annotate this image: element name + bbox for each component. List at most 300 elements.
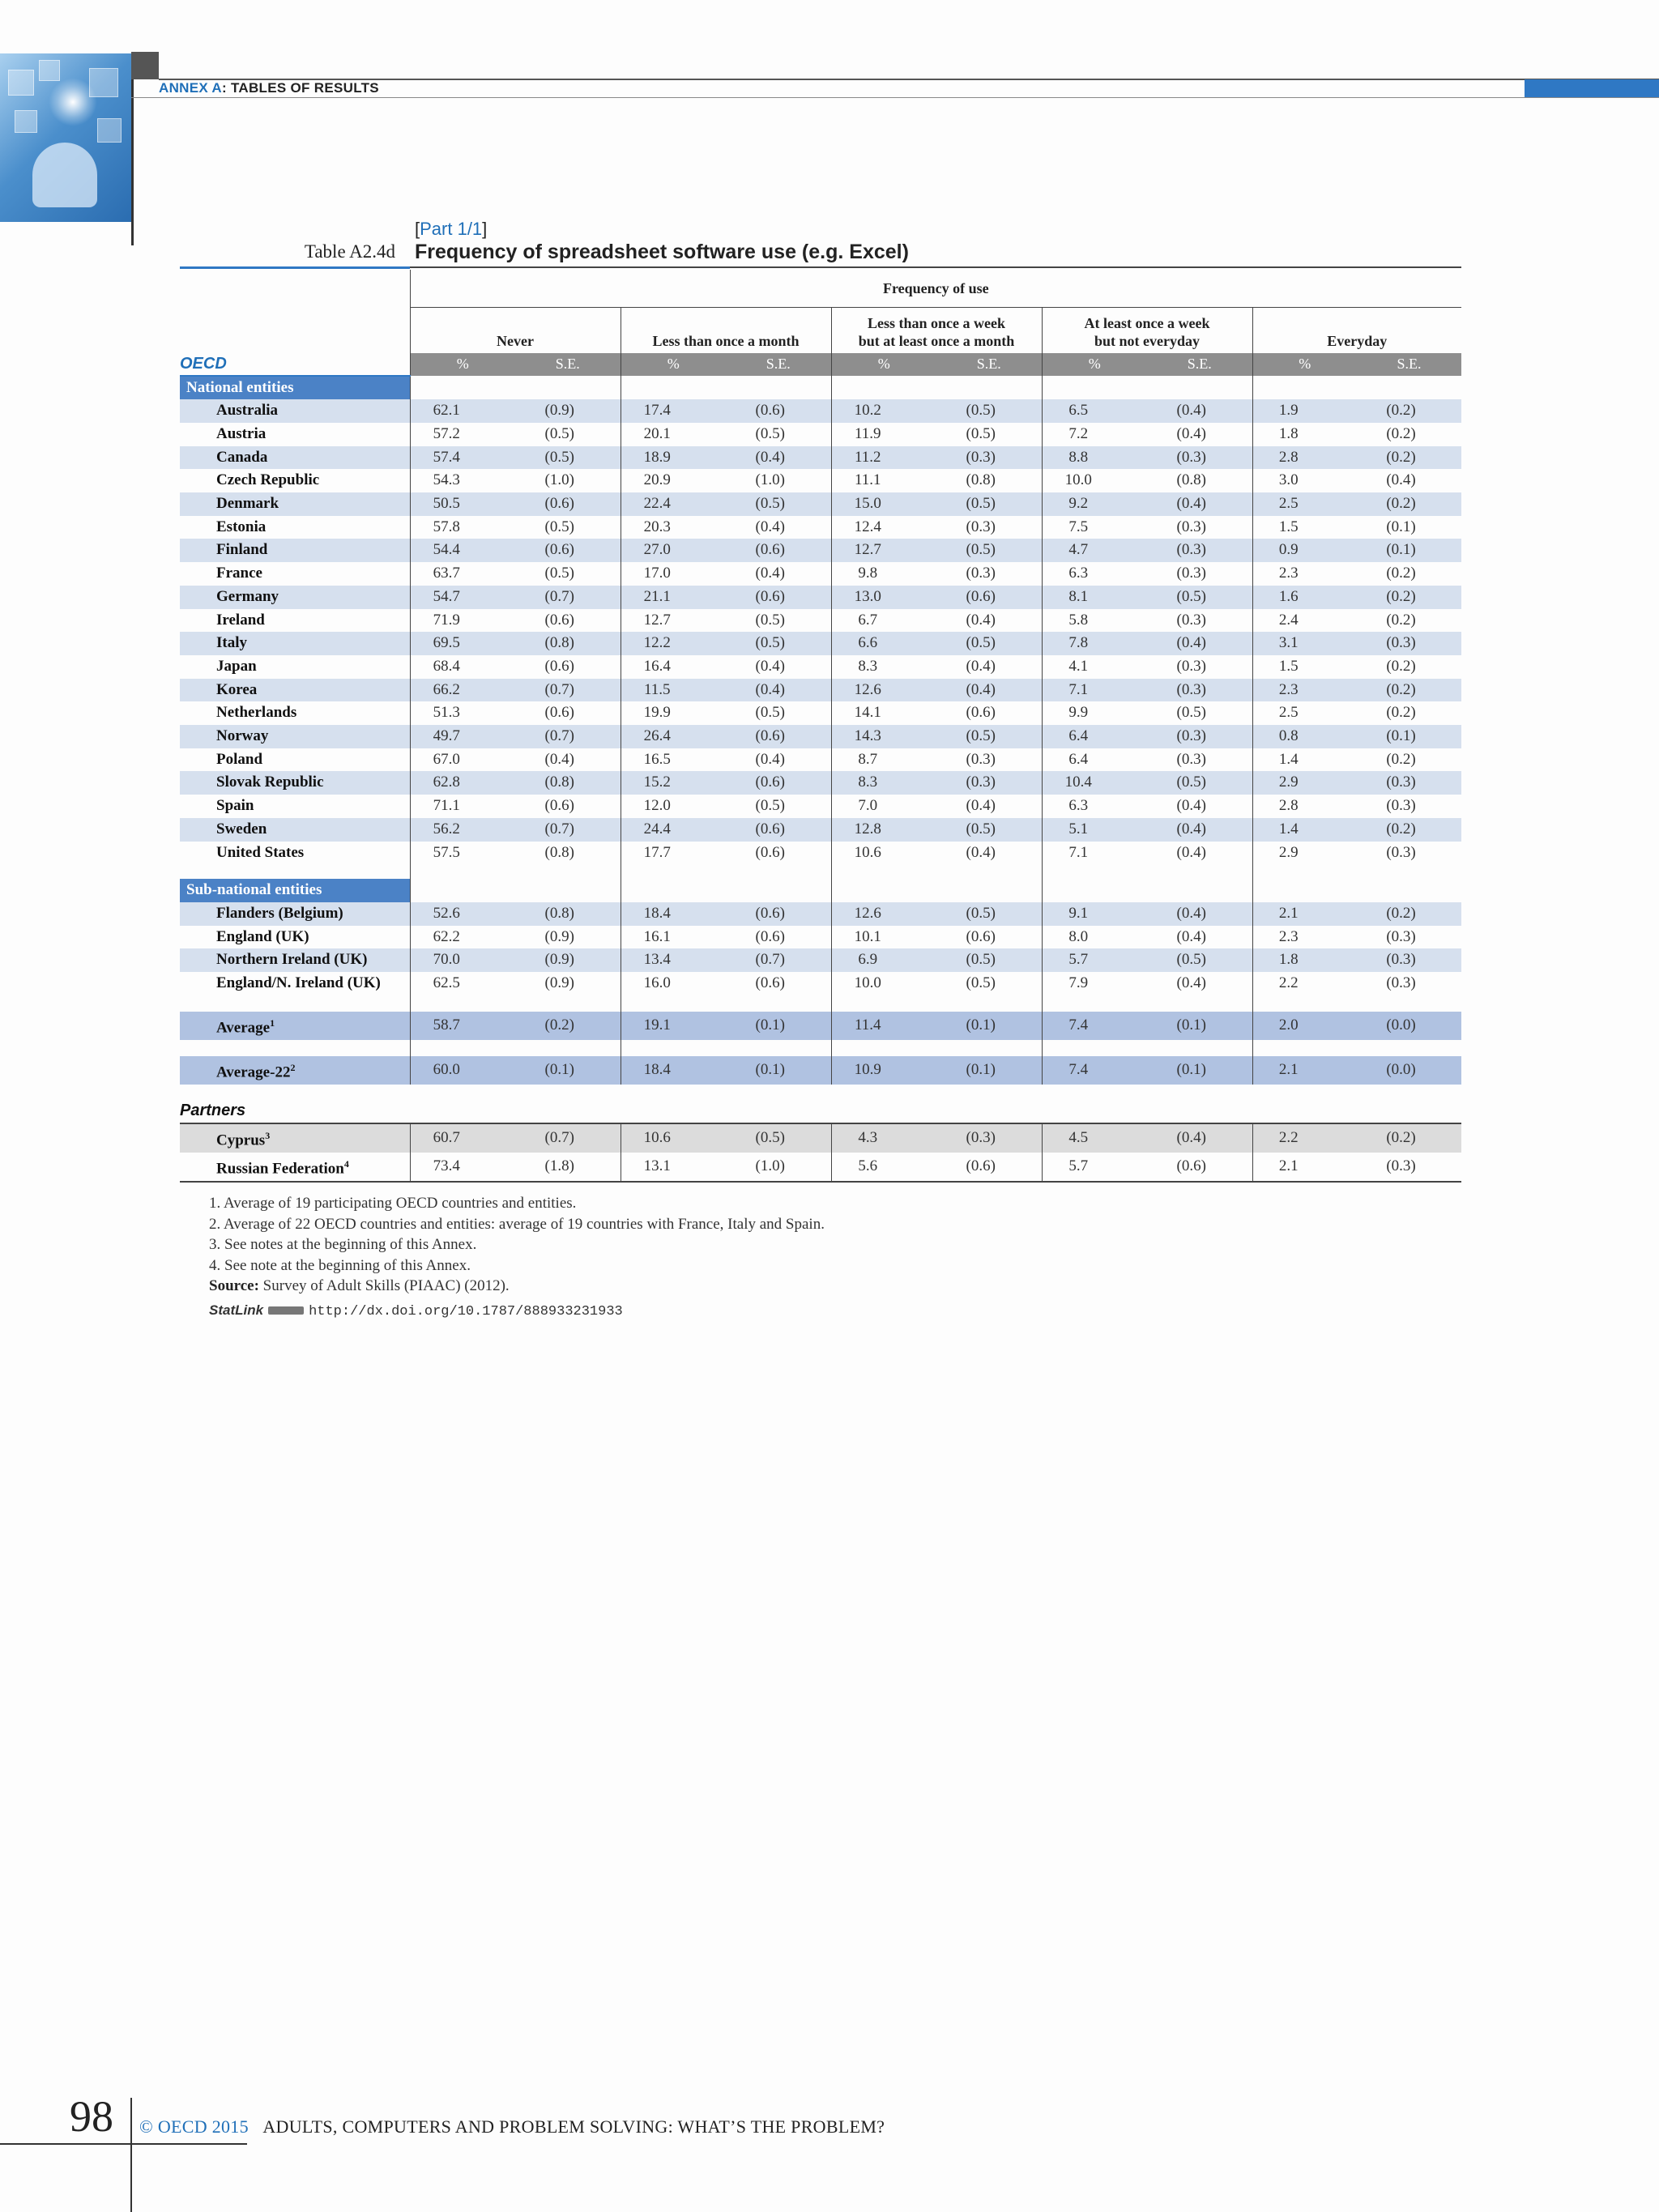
se-cell: (0.6) xyxy=(755,927,785,945)
row-label xyxy=(180,902,410,926)
pct-cell: 1.9 xyxy=(1252,399,1357,423)
se-cell: (0.4) xyxy=(755,657,785,675)
row-label xyxy=(180,655,410,679)
pct-cell: 0.9 xyxy=(1252,539,1357,562)
se-cell: (0.5) xyxy=(936,725,1042,748)
pct-cell: 4.5 xyxy=(1042,1123,1147,1153)
pct-cell: 6.7 xyxy=(831,609,936,633)
se-cell: (0.0) xyxy=(1357,1056,1461,1085)
pct-cell: 20.9 xyxy=(621,469,726,492)
pct-cell: 62.1 xyxy=(410,399,515,423)
pct-cell: 1.5 xyxy=(1252,655,1357,679)
se-cell: (0.4) xyxy=(1147,632,1252,655)
se-cell: (0.5) xyxy=(1147,586,1252,609)
pct-cell: 12.6 xyxy=(831,902,936,926)
national-entities-label: National entities xyxy=(180,376,410,400)
se-cell: (1.0) xyxy=(544,471,574,489)
pct-cell: 62.5 xyxy=(410,972,515,995)
pct-cell: 2.9 xyxy=(1252,842,1357,865)
pct-cell: 71.9 xyxy=(410,609,515,633)
pct-cell: 17.7 xyxy=(621,842,726,865)
se-cell: (0.4) xyxy=(1147,818,1252,842)
se-cell: (0.5) xyxy=(544,424,574,442)
col-header-never: Never xyxy=(410,308,621,353)
row-label xyxy=(180,562,410,586)
row-label xyxy=(180,446,410,470)
footer-vertical-rule xyxy=(130,2098,132,2212)
se-cell: (0.0) xyxy=(1357,1012,1461,1040)
se-cell: (0.1) xyxy=(726,1012,831,1040)
pct-cell: 1.4 xyxy=(1252,748,1357,772)
sub-se: S.E. xyxy=(936,353,1042,376)
se-cell: (0.6) xyxy=(726,539,831,562)
table-row xyxy=(180,725,1461,748)
pct-cell: 70.0 xyxy=(410,948,515,972)
se-cell: (0.6) xyxy=(726,818,831,842)
pct-cell: 6.4 xyxy=(1042,748,1147,772)
pct-cell: 10.1 xyxy=(831,926,936,949)
pct-cell: 63.7 xyxy=(410,562,515,586)
national-entities-label-row xyxy=(180,376,1461,400)
row-label xyxy=(180,701,410,725)
pct-cell: 2.4 xyxy=(1252,609,1357,633)
pct-cell: 10.0 xyxy=(1042,469,1147,492)
se-cell: (0.3) xyxy=(1386,797,1416,815)
pct-cell: 19.9 xyxy=(621,701,726,725)
pct-cell: 11.5 xyxy=(621,679,726,702)
se-cell: (0.5) xyxy=(966,974,996,992)
se-cell: (0.3) xyxy=(936,446,1042,470)
pct-cell: 14.3 xyxy=(831,725,936,748)
row-label-text: Czech Republic xyxy=(216,471,320,489)
pct-cell: 50.5 xyxy=(410,492,515,516)
row-label-text: Finland xyxy=(216,541,268,559)
pct-cell: 17.4 xyxy=(621,399,726,423)
col-header-everyday: Everyday xyxy=(1252,308,1461,353)
pct-cell: 20.1 xyxy=(621,423,726,446)
table-row xyxy=(180,446,1461,470)
title-rule-accent xyxy=(180,266,410,269)
pct-cell: 22.4 xyxy=(621,492,726,516)
se-cell: (0.5) xyxy=(936,399,1042,423)
se-cell: (0.6) xyxy=(1147,1153,1252,1182)
se-cell: (0.1) xyxy=(936,1056,1042,1085)
se-cell: (0.9) xyxy=(544,927,574,945)
pct-cell: 54.7 xyxy=(410,586,515,609)
row-label-text: Russian Federation xyxy=(216,1159,344,1177)
statlink-icon xyxy=(268,1306,304,1315)
pct-cell: 68.4 xyxy=(410,655,515,679)
row-label-text: Italy xyxy=(216,634,247,652)
pct-cell: 7.4 xyxy=(1042,1012,1147,1040)
pct-cell: 2.1 xyxy=(1252,1153,1357,1182)
se-cell: (0.3) xyxy=(1386,843,1416,861)
column-header-row xyxy=(180,308,1461,353)
se-cell: (0.6) xyxy=(726,586,831,609)
pct-cell: 54.4 xyxy=(410,539,515,562)
se-cell: (0.3) xyxy=(1357,1153,1461,1182)
se-cell: (0.4) xyxy=(755,518,785,535)
se-cell: (0.8) xyxy=(544,843,574,861)
pct-cell: 2.8 xyxy=(1252,446,1357,470)
page-number: 98 xyxy=(70,2092,113,2141)
partners-label-row xyxy=(180,1099,1461,1123)
pct-cell: 17.0 xyxy=(621,562,726,586)
table-row xyxy=(180,842,1461,865)
row-label-text: Northern Ireland (UK) xyxy=(216,951,368,969)
spacer-row xyxy=(180,1085,1461,1099)
pct-cell: 57.4 xyxy=(410,446,515,470)
se-cell: (0.3) xyxy=(966,565,996,582)
se-cell: (1.8) xyxy=(515,1153,621,1182)
pct-cell: 2.3 xyxy=(1252,679,1357,702)
header-blue-tab xyxy=(1525,79,1659,97)
row-label-text: Estonia xyxy=(216,518,267,535)
pct-cell: 11.9 xyxy=(831,423,936,446)
pct-cell: 5.8 xyxy=(1042,609,1147,633)
pct-cell: 69.5 xyxy=(410,632,515,655)
row-label-text: Poland xyxy=(216,750,263,768)
se-cell: (0.5) xyxy=(936,539,1042,562)
pct-cell: 3.0 xyxy=(1252,469,1357,492)
se-cell: (0.7) xyxy=(515,1123,621,1153)
se-cell: (0.2) xyxy=(1386,565,1416,582)
se-cell: (0.2) xyxy=(1386,657,1416,675)
se-cell: (0.8) xyxy=(966,471,996,489)
se-cell: (0.6) xyxy=(936,1153,1042,1182)
pct-cell: 16.1 xyxy=(621,926,726,949)
pct-cell: 2.5 xyxy=(1252,492,1357,516)
pct-cell: 49.7 xyxy=(410,725,515,748)
source-line: Source: Survey of Adult Skills (PIAAC) (2012). xyxy=(209,1277,510,1294)
se-cell: (0.4) xyxy=(1386,471,1416,489)
row-label xyxy=(180,818,410,842)
sub-pct: % xyxy=(621,353,726,376)
se-cell: (0.4) xyxy=(1147,902,1252,926)
row-label xyxy=(180,725,410,748)
se-cell: (0.3) xyxy=(1147,679,1252,702)
se-cell: (0.7) xyxy=(515,725,621,748)
pct-cell: 8.0 xyxy=(1042,926,1147,949)
se-cell: (0.7) xyxy=(515,679,621,702)
pct-cell: 1.5 xyxy=(1252,516,1357,539)
pct-cell: 6.6 xyxy=(831,632,936,655)
se-cell: (0.4) xyxy=(1176,424,1206,442)
pct-cell: 60.7 xyxy=(410,1123,515,1153)
se-cell: (0.1) xyxy=(515,1056,621,1085)
sub-se: S.E. xyxy=(1147,353,1252,376)
se-cell: (0.3) xyxy=(1176,611,1206,629)
se-cell: (0.4) xyxy=(544,750,574,768)
pct-cell: 5.7 xyxy=(1042,948,1147,972)
pct-cell: 71.1 xyxy=(410,795,515,818)
subnational-entities-label-row xyxy=(180,879,1461,902)
se-cell: (0.2) xyxy=(1357,446,1461,470)
se-cell: (0.1) xyxy=(1357,539,1461,562)
table-row xyxy=(180,818,1461,842)
pct-cell: 8.3 xyxy=(831,655,936,679)
se-cell: (0.4) xyxy=(726,446,831,470)
se-cell: (0.5) xyxy=(755,704,785,722)
table-row xyxy=(180,771,1461,795)
table-row xyxy=(180,1056,1461,1085)
table-row xyxy=(180,539,1461,562)
pct-cell: 13.0 xyxy=(831,586,936,609)
se-cell: (0.8) xyxy=(1176,471,1206,489)
pct-cell: 1.6 xyxy=(1252,586,1357,609)
sub-pct: % xyxy=(831,353,936,376)
pct-cell: 60.0 xyxy=(410,1056,515,1085)
pct-cell: 5.6 xyxy=(831,1153,936,1182)
row-label-text: Sweden xyxy=(216,820,267,837)
table-notes xyxy=(209,1193,825,1322)
pct-cell: 6.3 xyxy=(1042,795,1147,818)
pct-cell: 20.3 xyxy=(621,516,726,539)
subheader-row xyxy=(180,353,1461,376)
se-cell: (0.6) xyxy=(936,586,1042,609)
se-cell: (0.2) xyxy=(1357,399,1461,423)
row-label-text: Norway xyxy=(216,727,269,745)
pct-cell: 2.3 xyxy=(1252,926,1357,949)
table-row xyxy=(180,609,1461,633)
se-cell: (0.2) xyxy=(1357,679,1461,702)
se-cell: (0.6) xyxy=(515,539,621,562)
pct-cell: 10.6 xyxy=(831,842,936,865)
pct-cell: 7.9 xyxy=(1042,972,1147,995)
statlink-line xyxy=(209,1300,825,1323)
footnote-marker: 2 xyxy=(290,1061,296,1073)
se-cell: (0.3) xyxy=(966,518,996,535)
pct-cell: 14.1 xyxy=(831,701,936,725)
pct-cell: 8.3 xyxy=(831,771,936,795)
row-label xyxy=(180,516,410,539)
pct-cell: 56.2 xyxy=(410,818,515,842)
se-cell: (0.5) xyxy=(544,518,574,535)
pct-cell: 16.4 xyxy=(621,655,726,679)
row-label-text: Flanders (Belgium) xyxy=(216,904,343,922)
se-cell: (0.5) xyxy=(544,565,574,582)
row-label-text: Canada xyxy=(216,448,268,466)
row-label-text: Netherlands xyxy=(216,704,297,722)
se-cell: (0.6) xyxy=(726,902,831,926)
pct-cell: 12.4 xyxy=(831,516,936,539)
se-cell: (0.7) xyxy=(726,948,831,972)
se-cell: (0.4) xyxy=(1147,492,1252,516)
pct-cell: 10.6 xyxy=(621,1123,726,1153)
pct-cell: 9.8 xyxy=(831,562,936,586)
row-label-text: Denmark xyxy=(216,495,279,513)
pct-cell: 9.9 xyxy=(1042,701,1147,725)
sub-pct: % xyxy=(410,353,515,376)
se-cell: (0.1) xyxy=(1357,725,1461,748)
se-cell: (0.1) xyxy=(726,1056,831,1085)
se-cell: (0.5) xyxy=(966,424,996,442)
pct-cell: 2.9 xyxy=(1252,771,1357,795)
table-row xyxy=(180,562,1461,586)
row-label xyxy=(180,842,410,865)
table-label: Table A2.4d xyxy=(304,241,395,262)
se-cell: (0.4) xyxy=(1176,797,1206,815)
pct-cell: 13.1 xyxy=(621,1153,726,1182)
header-decorative-image xyxy=(0,53,134,222)
se-cell: (0.5) xyxy=(755,424,785,442)
se-cell: (0.2) xyxy=(1357,1123,1461,1153)
group-title: Frequency of use xyxy=(410,270,1461,308)
se-cell: (0.3) xyxy=(1386,927,1416,945)
sub-se: S.E. xyxy=(515,353,621,376)
se-cell: (0.5) xyxy=(1176,704,1206,722)
row-label xyxy=(180,679,410,702)
se-cell: (0.4) xyxy=(936,679,1042,702)
pct-cell: 10.9 xyxy=(831,1056,936,1085)
se-cell: (0.4) xyxy=(755,750,785,768)
table-row xyxy=(180,926,1461,949)
note-4: 4. See note at the beginning of this Annex. xyxy=(209,1256,471,1274)
pct-cell: 7.1 xyxy=(1042,842,1147,865)
col-header-less-week: Less than once a week but at least once a month xyxy=(831,308,1042,353)
se-cell: (0.4) xyxy=(966,611,996,629)
header-rule-bottom xyxy=(131,97,1659,98)
se-cell: (0.5) xyxy=(936,818,1042,842)
pct-cell: 10.4 xyxy=(1042,771,1147,795)
running-header: ANNEX A: TABLES OF RESULTS xyxy=(159,80,379,96)
se-cell: (0.4) xyxy=(726,679,831,702)
se-cell: (1.0) xyxy=(726,1153,831,1182)
row-label xyxy=(180,1012,410,1040)
se-cell: (0.2) xyxy=(1386,611,1416,629)
se-cell: (1.0) xyxy=(755,471,785,489)
table-row xyxy=(180,972,1461,995)
pct-cell: 4.3 xyxy=(831,1123,936,1153)
se-cell: (0.8) xyxy=(515,902,621,926)
table-row xyxy=(180,948,1461,972)
pct-cell: 5.1 xyxy=(1042,818,1147,842)
row-label-text: Cyprus xyxy=(216,1131,266,1149)
se-cell: (0.8) xyxy=(515,771,621,795)
se-cell: (0.1) xyxy=(1147,1056,1252,1085)
pct-cell: 6.9 xyxy=(831,948,936,972)
se-cell: (0.5) xyxy=(726,492,831,516)
pct-cell: 52.6 xyxy=(410,902,515,926)
row-label xyxy=(180,926,410,949)
statlink-url[interactable]: http://dx.doi.org/10.1787/888933231933 xyxy=(309,1303,623,1319)
se-cell: (0.4) xyxy=(1147,399,1252,423)
se-cell: (0.1) xyxy=(936,1012,1042,1040)
pct-cell: 13.4 xyxy=(621,948,726,972)
table-row xyxy=(180,748,1461,772)
table-row xyxy=(180,795,1461,818)
se-cell: (0.6) xyxy=(515,492,621,516)
se-cell: (0.9) xyxy=(544,974,574,992)
footer-rule xyxy=(0,2143,247,2145)
table-row xyxy=(180,1012,1461,1040)
pct-cell: 62.8 xyxy=(410,771,515,795)
spacer-row xyxy=(180,1040,1461,1056)
pct-cell: 9.2 xyxy=(1042,492,1147,516)
row-label xyxy=(180,948,410,972)
se-cell: (0.6) xyxy=(755,843,785,861)
row-label xyxy=(180,539,410,562)
se-cell: (0.5) xyxy=(936,902,1042,926)
row-label xyxy=(180,586,410,609)
pct-cell: 3.1 xyxy=(1252,632,1357,655)
row-label xyxy=(180,492,410,516)
se-cell: (0.2) xyxy=(1386,750,1416,768)
sub-pct: % xyxy=(1042,353,1147,376)
pct-cell: 26.4 xyxy=(621,725,726,748)
group-header-row xyxy=(180,270,1461,308)
row-label xyxy=(180,1153,410,1182)
row-label-text: Average xyxy=(216,1019,271,1037)
pct-cell: 2.8 xyxy=(1252,795,1357,818)
se-cell: (0.6) xyxy=(966,927,996,945)
oecd-label: OECD xyxy=(180,353,410,376)
row-label-text: Slovak Republic xyxy=(216,774,324,791)
pct-cell: 57.2 xyxy=(410,423,515,446)
col-header-less-month: Less than once a month xyxy=(621,308,831,353)
se-cell: (0.4) xyxy=(1176,974,1206,992)
row-label-text: England/N. Ireland (UK) xyxy=(216,974,381,992)
pct-cell: 73.4 xyxy=(410,1153,515,1182)
row-label-text: Australia xyxy=(216,402,278,420)
table-row xyxy=(180,469,1461,492)
pct-cell: 7.5 xyxy=(1042,516,1147,539)
pct-cell: 8.7 xyxy=(831,748,936,772)
se-cell: (0.2) xyxy=(1386,704,1416,722)
pct-cell: 2.5 xyxy=(1252,701,1357,725)
pct-cell: 2.1 xyxy=(1252,1056,1357,1085)
se-cell: (0.9) xyxy=(515,399,621,423)
se-cell: (0.2) xyxy=(1357,586,1461,609)
se-cell: (0.3) xyxy=(1357,948,1461,972)
results-table xyxy=(180,270,1461,1183)
pct-cell: 62.2 xyxy=(410,926,515,949)
row-label xyxy=(180,1123,410,1153)
pct-cell: 2.2 xyxy=(1252,972,1357,995)
header-dark-square xyxy=(131,52,159,79)
se-cell: (0.3) xyxy=(1147,446,1252,470)
row-label-text: France xyxy=(216,565,262,582)
pct-cell: 11.1 xyxy=(831,469,936,492)
sub-se: S.E. xyxy=(1357,353,1461,376)
note-3: 3. See notes at the beginning of this Annex. xyxy=(209,1236,477,1253)
note-1: 1. Average of 19 participating OECD countries and entities. xyxy=(209,1195,577,1212)
se-cell: (0.3) xyxy=(966,750,996,768)
row-label xyxy=(180,423,410,446)
pct-cell: 7.1 xyxy=(1042,679,1147,702)
row-label-text: Austria xyxy=(216,424,267,442)
table-row xyxy=(180,655,1461,679)
row-label-text: Korea xyxy=(216,680,258,698)
pct-cell: 15.2 xyxy=(621,771,726,795)
se-cell: (0.5) xyxy=(755,611,785,629)
se-cell: (0.3) xyxy=(1386,974,1416,992)
pct-cell: 27.0 xyxy=(621,539,726,562)
se-cell: (0.6) xyxy=(755,974,785,992)
pct-cell: 12.0 xyxy=(621,795,726,818)
pct-cell: 10.2 xyxy=(831,399,936,423)
pct-cell: 12.2 xyxy=(621,632,726,655)
se-cell: (0.1) xyxy=(1147,1012,1252,1040)
pct-cell: 57.8 xyxy=(410,516,515,539)
note-2: 2. Average of 22 OECD countries and entities: average of 19 countries with France, Italy and Spain. xyxy=(209,1215,825,1233)
se-cell: (0.5) xyxy=(936,632,1042,655)
pct-cell: 15.0 xyxy=(831,492,936,516)
pct-cell: 2.2 xyxy=(1252,1123,1357,1153)
footer-text: © OECD 2015 ADULTS, COMPUTERS AND PROBLEM SOLVING: WHAT’S THE PROBLEM? xyxy=(139,2116,885,2137)
row-label xyxy=(180,748,410,772)
se-cell: (0.4) xyxy=(1147,1123,1252,1153)
